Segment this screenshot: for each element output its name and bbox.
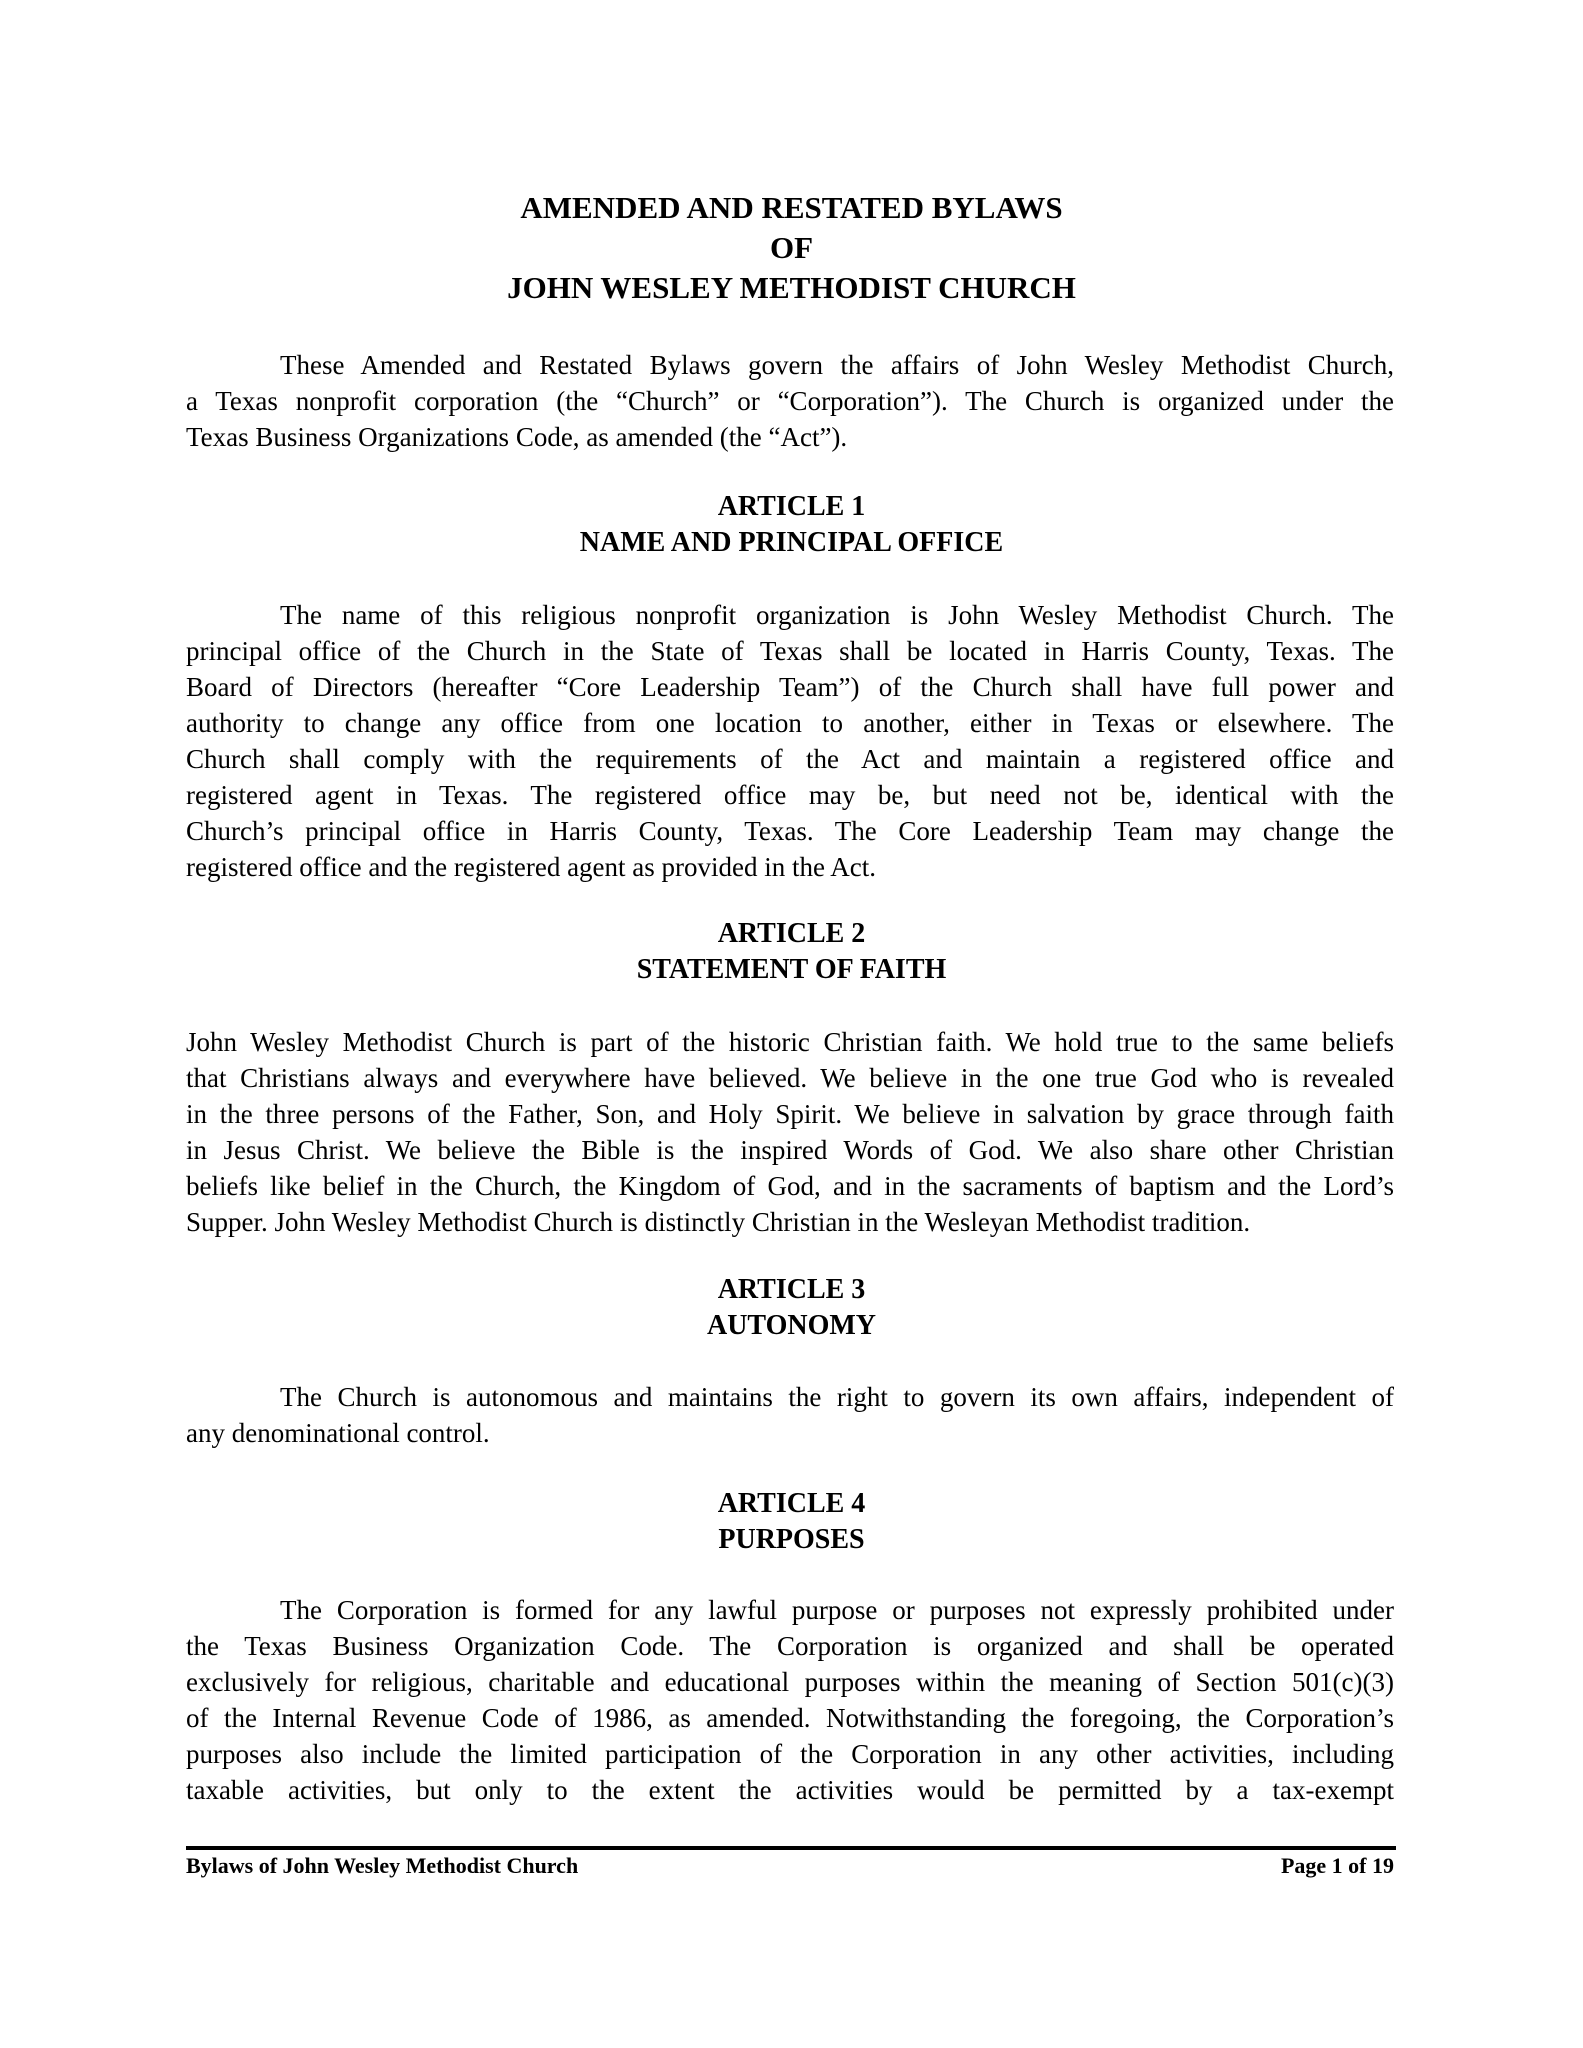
footer-divider: [186, 1846, 1396, 1850]
title-line: JOHN WESLEY METHODIST CHURCH: [507, 270, 1076, 305]
article-heading: STATEMENT OF FAITH: [636, 954, 947, 985]
text-line: that Christians always and everywhere have believed. We believe in the one true God who is revealed: [186, 1063, 1394, 1093]
text-line: The name of this religious nonprofit organization is John Wesley Methodist Church. The: [280, 600, 1394, 630]
article-number: ARTICLE 1: [717, 491, 866, 522]
article-heading: [0, 916, 1583, 988]
article-paragraph: [186, 1024, 1394, 1240]
text-line: registered office and the registered agent as provided in the Act.: [186, 852, 876, 882]
text-line: the Texas Business Organization Code. The Corporation is organized and shall be operated: [186, 1631, 1394, 1661]
title-line: AMENDED AND RESTATED BYLAWS: [520, 190, 1063, 225]
text-line: authority to change any office from one location to another, either in Texas or elsewhere. The: [186, 708, 1394, 738]
article-heading: NAME AND PRINCIPAL OFFICE: [579, 527, 1004, 558]
footer-title: Bylaws of John Wesley Methodist Church: [186, 1853, 579, 1878]
text-line: The Church is autonomous and maintains the right to govern its own affairs, independent of: [280, 1382, 1394, 1412]
article-number: ARTICLE 4: [717, 1488, 866, 1519]
article-heading: [0, 1272, 1583, 1344]
text-line: Texas Business Organizations Code, as amended (the “Act”).: [186, 422, 848, 452]
text-line: in the three persons of the Father, Son, and Holy Spirit. We believe in salvation by grace through faith: [186, 1099, 1394, 1129]
text-line: taxable activities, but only to the extent the activities would be permitted by a tax-exempt: [186, 1775, 1394, 1805]
text-line: exclusively for religious, charitable and educational purposes within the meaning of Section 501(c)(3): [186, 1667, 1394, 1697]
text-line: a Texas nonprofit corporation (the “Church” or “Corporation”). The Church is organized under the: [186, 386, 1394, 416]
text-line: of the Internal Revenue Code of 1986, as amended. Notwithstanding the foregoing, the Corporation’s: [186, 1703, 1394, 1733]
article-heading: [0, 489, 1583, 561]
text-line: principal office of the Church in the State of Texas shall be located in Harris County, Texas. The: [186, 636, 1394, 666]
text-line: Church’s principal office in Harris County, Texas. The Core Leadership Team may change the: [186, 816, 1394, 846]
document-title: [0, 188, 1583, 308]
page-number: Page 1 of 19: [1280, 1853, 1394, 1878]
text-line: registered agent in Texas. The registered office may be, but need not be, identical with the: [186, 780, 1394, 810]
text-line: Board of Directors (hereafter “Core Leadership Team”) of the Church shall have full power and: [186, 672, 1394, 702]
article-number: ARTICLE 3: [717, 1274, 866, 1305]
text-line: any denominational control.: [186, 1418, 490, 1448]
article-heading: AUTONOMY: [706, 1310, 877, 1341]
article-heading: PURPOSES: [718, 1524, 865, 1555]
article-paragraph: [186, 1379, 1394, 1451]
text-line: Supper. John Wesley Methodist Church is distinctly Christian in the Wesleyan Methodist tradition.: [186, 1207, 1251, 1237]
text-line: These Amended and Restated Bylaws govern the affairs of John Wesley Methodist Church,: [280, 350, 1394, 380]
article-paragraph: [186, 1592, 1394, 1808]
title-line: OF: [769, 230, 814, 265]
text-line: beliefs like belief in the Church, the Kingdom of God, and in the sacraments of baptism and the Lord’s: [186, 1171, 1394, 1201]
text-line: John Wesley Methodist Church is part of the historic Christian faith. We hold true to the same beliefs: [186, 1027, 1394, 1057]
text-line: The Corporation is formed for any lawful purpose or purposes not expressly prohibited under: [280, 1595, 1394, 1625]
article-heading: [0, 1486, 1583, 1558]
text-line: purposes also include the limited participation of the Corporation in any other activities, including: [186, 1739, 1394, 1769]
text-line: Church shall comply with the requirements of the Act and maintain a registered office and: [186, 744, 1394, 774]
article-number: ARTICLE 2: [717, 918, 866, 949]
text-line: in Jesus Christ. We believe the Bible is the inspired Words of God. We also share other Christian: [186, 1135, 1394, 1165]
intro-paragraph: [186, 347, 1394, 455]
article-paragraph: [186, 597, 1394, 885]
